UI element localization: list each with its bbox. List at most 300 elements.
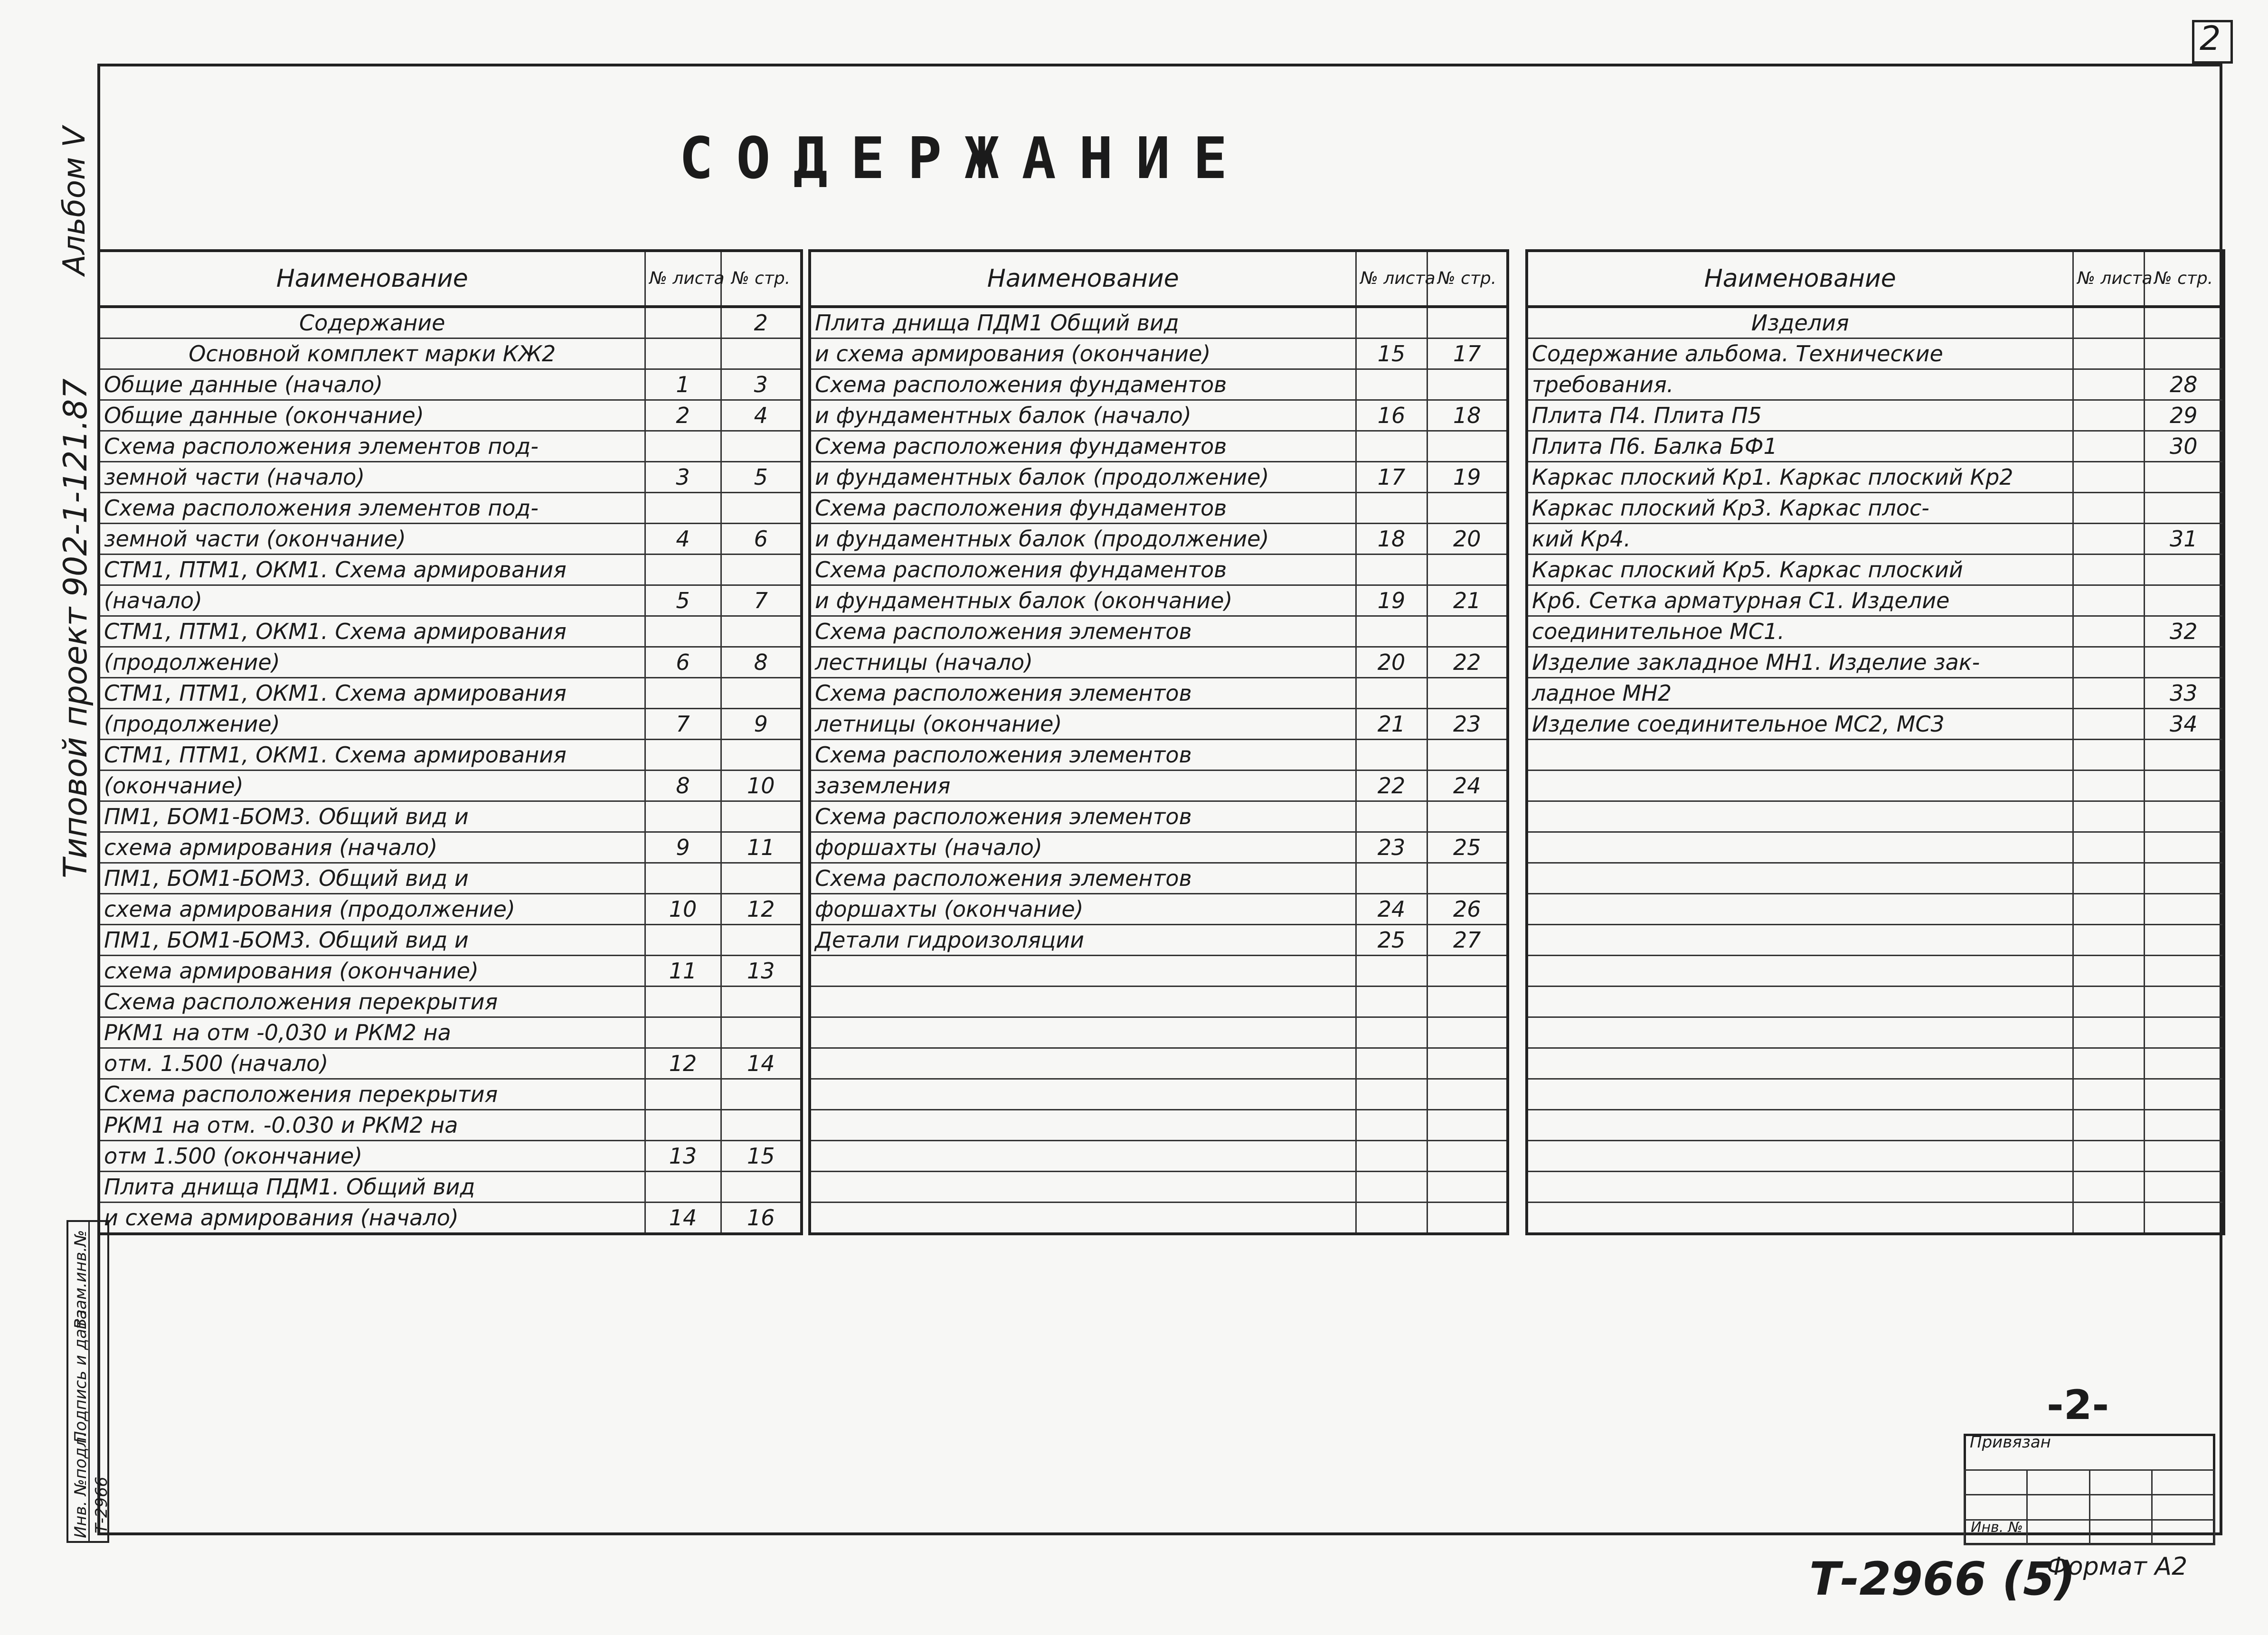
entry-sheet xyxy=(1356,740,1427,771)
entry-sheet xyxy=(645,431,721,462)
entry-name: кий Кр4. xyxy=(1527,524,2073,554)
entry-sheet: 24 xyxy=(1356,894,1427,925)
entry-sheet: 16 xyxy=(1356,400,1427,431)
entry-name: (продолжение) xyxy=(99,709,645,740)
entry-page: 6 xyxy=(721,524,802,554)
entry-sheet: 23 xyxy=(1356,832,1427,863)
entry-name xyxy=(1527,1172,2073,1203)
entry-page xyxy=(2144,987,2224,1017)
entry-page: 25 xyxy=(1427,832,1508,863)
entry-sheet xyxy=(645,678,721,709)
table-row xyxy=(810,524,1508,554)
entry-name: Схема расположения фундаментов xyxy=(810,431,1356,462)
table-row xyxy=(1527,1048,2224,1079)
entry-sheet: 14 xyxy=(645,1203,721,1234)
entry-page: 28 xyxy=(2144,369,2224,400)
entry-name: Схема расположения элементов xyxy=(810,801,1356,832)
table-row xyxy=(810,554,1508,585)
table-row xyxy=(810,956,1508,987)
entry-name: Схема расположения элементов под- xyxy=(99,431,645,462)
entry-page xyxy=(2144,338,2224,369)
table-row xyxy=(1527,801,2224,832)
entry-sheet xyxy=(645,493,721,524)
table-row xyxy=(1527,1141,2224,1172)
entry-page: 22 xyxy=(1427,647,1508,678)
entry-sheet xyxy=(2073,925,2144,956)
entry-name xyxy=(1527,1079,2073,1110)
table-row xyxy=(99,1172,802,1203)
entry-name xyxy=(1527,740,2073,771)
header-sheet: № листа xyxy=(1356,251,1427,307)
header-name: Наименование xyxy=(99,251,645,307)
entry-name xyxy=(810,1141,1356,1172)
entry-page xyxy=(2144,1079,2224,1110)
entry-name: РКМ1 на отм -0,030 и РКМ2 на xyxy=(99,1017,645,1048)
table-row xyxy=(810,307,1508,338)
entry-name xyxy=(1527,894,2073,925)
table-row xyxy=(1527,832,2224,863)
entry-name: Схема расположения перекрытия xyxy=(99,1079,645,1110)
entry-name: Содержание xyxy=(99,307,645,338)
entry-name: отм. 1.500 (начало) xyxy=(99,1048,645,1079)
entry-sheet xyxy=(645,801,721,832)
contents-table-1 xyxy=(97,249,803,1235)
entry-name xyxy=(810,1048,1356,1079)
entry-page: 4 xyxy=(721,400,802,431)
entry-sheet xyxy=(1356,956,1427,987)
entry-sheet xyxy=(1356,1110,1427,1141)
entry-name: ладное МН2 xyxy=(1527,678,2073,709)
entry-page xyxy=(1427,1017,1508,1048)
table-row xyxy=(810,493,1508,524)
entry-sheet xyxy=(2073,1017,2144,1048)
table-row xyxy=(1527,956,2224,987)
strip-label-sign: Подпись и дата xyxy=(71,1309,90,1443)
stamp-privyazan: Привязан xyxy=(1970,1433,2051,1452)
entry-sheet xyxy=(2073,1048,2144,1079)
entry-name: Схема расположения фундаментов xyxy=(810,369,1356,400)
entry-sheet: 12 xyxy=(645,1048,721,1079)
entry-name xyxy=(810,1017,1356,1048)
table-row xyxy=(99,709,802,740)
entry-sheet xyxy=(2073,832,2144,863)
table-row xyxy=(99,338,802,369)
entry-sheet xyxy=(645,1079,721,1110)
entry-page: 29 xyxy=(2144,400,2224,431)
entry-page xyxy=(721,616,802,647)
table-row xyxy=(99,1110,802,1141)
entry-sheet xyxy=(1356,493,1427,524)
album-label: Альбом V xyxy=(57,126,92,275)
entry-name: Каркас плоский Кр1. Каркас плоский Кр2 xyxy=(1527,462,2073,493)
entry-name xyxy=(810,956,1356,987)
table-row xyxy=(1527,616,2224,647)
entry-page xyxy=(721,1172,802,1203)
entry-sheet xyxy=(2073,462,2144,493)
entry-name: (окончание) xyxy=(99,771,645,801)
entry-page xyxy=(1427,678,1508,709)
entry-page xyxy=(1427,863,1508,894)
entry-sheet xyxy=(2073,801,2144,832)
table-row xyxy=(810,1048,1508,1079)
table-row xyxy=(99,863,802,894)
table-row xyxy=(1527,925,2224,956)
entry-name: (продолжение) xyxy=(99,647,645,678)
entry-page: 7 xyxy=(721,585,802,616)
entry-page: 31 xyxy=(2144,524,2224,554)
entry-page: 19 xyxy=(1427,462,1508,493)
entry-name: форшахты (начало) xyxy=(810,832,1356,863)
entry-sheet: 18 xyxy=(1356,524,1427,554)
entry-name xyxy=(1527,832,2073,863)
entry-page: 34 xyxy=(2144,709,2224,740)
table-row xyxy=(810,1203,1508,1234)
entry-page xyxy=(2144,956,2224,987)
table-row xyxy=(810,616,1508,647)
entry-sheet xyxy=(1356,1203,1427,1234)
entry-page xyxy=(2144,1141,2224,1172)
entry-page xyxy=(2144,925,2224,956)
entry-name: Детали гидроизоляции xyxy=(810,925,1356,956)
entry-name: и фундаментных балок (продолжение) xyxy=(810,462,1356,493)
entry-page xyxy=(721,863,802,894)
table-row xyxy=(810,709,1508,740)
entry-page xyxy=(2144,740,2224,771)
entry-name xyxy=(1527,1141,2073,1172)
entry-name: Плита днища ПДМ1. Общий вид xyxy=(99,1172,645,1203)
entry-sheet xyxy=(645,1172,721,1203)
table-row xyxy=(99,462,802,493)
entry-name xyxy=(810,1110,1356,1141)
stamp-inv: Инв. № xyxy=(1971,1519,2023,1536)
entry-name: форшахты (окончание) xyxy=(810,894,1356,925)
entry-sheet xyxy=(1356,554,1427,585)
table-row xyxy=(1527,1110,2224,1141)
entry-sheet xyxy=(645,554,721,585)
entry-page xyxy=(1427,554,1508,585)
entry-sheet xyxy=(2073,338,2144,369)
entry-name: земной части (окончание) xyxy=(99,524,645,554)
entry-sheet xyxy=(645,925,721,956)
entry-name xyxy=(1527,771,2073,801)
entry-name: РКМ1 на отм. -0.030 и РКМ2 на xyxy=(99,1110,645,1141)
entry-page: 13 xyxy=(721,956,802,987)
table-header xyxy=(810,251,1508,307)
entry-page xyxy=(2144,1017,2224,1048)
entry-sheet xyxy=(2073,616,2144,647)
entry-name: Содержание альбома. Технические xyxy=(1527,338,2073,369)
entry-name xyxy=(1527,863,2073,894)
table-row xyxy=(1527,863,2224,894)
entry-page: 30 xyxy=(2144,431,2224,462)
entry-sheet xyxy=(2073,740,2144,771)
entry-page xyxy=(721,431,802,462)
contents-table-3 xyxy=(1525,249,2225,1235)
table-row xyxy=(99,369,802,400)
entry-name: заземления xyxy=(810,771,1356,801)
entry-sheet: 13 xyxy=(645,1141,721,1172)
entry-sheet xyxy=(645,1017,721,1048)
entry-sheet xyxy=(1356,801,1427,832)
entry-name: и схема армирования (начало) xyxy=(99,1203,645,1234)
strip-label-inv: Инв. №подл. xyxy=(71,1432,90,1538)
table-row xyxy=(1527,338,2224,369)
entry-page xyxy=(2144,863,2224,894)
entry-page xyxy=(1427,431,1508,462)
entry-page xyxy=(2144,585,2224,616)
entry-page xyxy=(1427,740,1508,771)
entry-name: Общие данные (начало) xyxy=(99,369,645,400)
entry-sheet xyxy=(1356,369,1427,400)
entry-name: Кр6. Сетка арматурная С1. Изделие xyxy=(1527,585,2073,616)
entry-page xyxy=(721,987,802,1017)
table-header xyxy=(1527,251,2224,307)
entry-page xyxy=(721,1110,802,1141)
entry-name xyxy=(810,1079,1356,1110)
entry-name xyxy=(810,1172,1356,1203)
entry-name: Схема расположения элементов xyxy=(810,740,1356,771)
table-row xyxy=(810,1110,1508,1141)
entry-page xyxy=(721,1079,802,1110)
entry-name: летницы (окончание) xyxy=(810,709,1356,740)
entry-sheet: 8 xyxy=(645,771,721,801)
entry-name: схема армирования (продолжение) xyxy=(99,894,645,925)
entry-page: 5 xyxy=(721,462,802,493)
entry-page xyxy=(2144,801,2224,832)
table-row xyxy=(99,616,802,647)
entry-name: ПМ1, БОМ1-БОМ3. Общий вид и xyxy=(99,863,645,894)
entry-page xyxy=(1427,987,1508,1017)
entry-name: отм 1.500 (окончание) xyxy=(99,1141,645,1172)
table-row xyxy=(810,894,1508,925)
entry-page xyxy=(1427,493,1508,524)
entry-name: Изделие соединительное МС2, МС3 xyxy=(1527,709,2073,740)
entry-name: требования. xyxy=(1527,369,2073,400)
entry-sheet: 5 xyxy=(645,585,721,616)
entry-page xyxy=(721,678,802,709)
header-page: № стр. xyxy=(1427,251,1508,307)
header-name: Наименование xyxy=(1527,251,2073,307)
table-row xyxy=(99,431,802,462)
entry-name xyxy=(1527,987,2073,1017)
page-number: 2 xyxy=(2200,19,2221,58)
table-row xyxy=(1527,1079,2224,1110)
entry-name: схема армирования (начало) xyxy=(99,832,645,863)
entry-sheet xyxy=(645,338,721,369)
table-row xyxy=(99,987,802,1017)
table-row xyxy=(810,925,1508,956)
table-row xyxy=(1527,1017,2224,1048)
entry-sheet: 7 xyxy=(645,709,721,740)
entry-sheet: 25 xyxy=(1356,925,1427,956)
entry-sheet: 19 xyxy=(1356,585,1427,616)
entry-sheet xyxy=(645,740,721,771)
table-row xyxy=(99,647,802,678)
entry-name xyxy=(1527,925,2073,956)
table-row xyxy=(810,1079,1508,1110)
entry-name: (начало) xyxy=(99,585,645,616)
header-page: № стр. xyxy=(2144,251,2224,307)
entry-sheet xyxy=(645,1110,721,1141)
table-row xyxy=(99,307,802,338)
table-row xyxy=(99,925,802,956)
entry-sheet: 6 xyxy=(645,647,721,678)
table-row xyxy=(1527,585,2224,616)
table-row xyxy=(99,1203,802,1234)
entry-name: лестницы (начало) xyxy=(810,647,1356,678)
entry-sheet: 10 xyxy=(645,894,721,925)
table-row xyxy=(1527,894,2224,925)
entry-page xyxy=(2144,647,2224,678)
project-label: Типовой проект 902-1-121.87 xyxy=(57,378,94,878)
entry-sheet: 21 xyxy=(1356,709,1427,740)
entry-name xyxy=(1527,1203,2073,1234)
entry-sheet: 4 xyxy=(645,524,721,554)
table-row xyxy=(810,585,1508,616)
entry-page xyxy=(2144,1048,2224,1079)
entry-name: ПМ1, БОМ1-БОМ3. Общий вид и xyxy=(99,801,645,832)
entry-name: Плита П6. Балка БФ1 xyxy=(1527,431,2073,462)
entry-sheet: 15 xyxy=(1356,338,1427,369)
entry-page: 11 xyxy=(721,832,802,863)
entry-name: земной части (начало) xyxy=(99,462,645,493)
table-row xyxy=(810,462,1508,493)
entry-page xyxy=(721,554,802,585)
entry-sheet xyxy=(1356,616,1427,647)
entry-name xyxy=(1527,1110,2073,1141)
entry-sheet: 3 xyxy=(645,462,721,493)
entry-page xyxy=(1427,616,1508,647)
entry-sheet xyxy=(2073,1141,2144,1172)
table-row xyxy=(1527,678,2224,709)
entry-sheet: 20 xyxy=(1356,647,1427,678)
entry-sheet xyxy=(1356,1141,1427,1172)
document-code: Т-2966 (5) xyxy=(1809,1552,2076,1606)
table-row xyxy=(810,832,1508,863)
entry-sheet xyxy=(2073,709,2144,740)
entry-name xyxy=(810,1203,1356,1234)
table-row xyxy=(810,740,1508,771)
entry-page: 8 xyxy=(721,647,802,678)
table-row xyxy=(99,832,802,863)
table-row xyxy=(99,1141,802,1172)
table-row xyxy=(99,740,802,771)
entry-sheet xyxy=(2073,956,2144,987)
entry-sheet xyxy=(2073,1172,2144,1203)
contents-table-2 xyxy=(808,249,1509,1235)
entry-page xyxy=(2144,1172,2224,1203)
entry-name: и фундаментных балок (начало) xyxy=(810,400,1356,431)
entry-name: СТМ1, ПТМ1, ОКМ1. Схема армирования xyxy=(99,678,645,709)
entry-page: 23 xyxy=(1427,709,1508,740)
table-row xyxy=(99,554,802,585)
entry-page xyxy=(1427,369,1508,400)
table-row xyxy=(99,585,802,616)
entry-name xyxy=(1527,956,2073,987)
table-row xyxy=(810,863,1508,894)
entry-sheet xyxy=(2073,524,2144,554)
entry-sheet xyxy=(2073,1079,2144,1110)
stamp-big-number: -2- xyxy=(2047,1381,2109,1429)
entry-page xyxy=(2144,1203,2224,1234)
table-row xyxy=(1527,400,2224,431)
table-row xyxy=(1527,771,2224,801)
entry-page: 24 xyxy=(1427,771,1508,801)
entry-page xyxy=(2144,554,2224,585)
entry-name: Схема расположения элементов под- xyxy=(99,493,645,524)
page-title: СОДЕРЖАНИЕ xyxy=(679,126,1250,192)
table-row xyxy=(99,524,802,554)
header-sheet: № листа xyxy=(645,251,721,307)
entry-page xyxy=(721,925,802,956)
entry-page xyxy=(1427,956,1508,987)
entry-page xyxy=(1427,307,1508,338)
entry-page xyxy=(721,338,802,369)
entry-name: Изделия xyxy=(1527,307,2073,338)
table-row xyxy=(1527,1172,2224,1203)
entry-sheet: 1 xyxy=(645,369,721,400)
entry-page xyxy=(1427,801,1508,832)
entry-name: СТМ1, ПТМ1, ОКМ1. Схема армирования xyxy=(99,616,645,647)
entry-page xyxy=(1427,1203,1508,1234)
table-row xyxy=(1527,709,2224,740)
table-row xyxy=(810,647,1508,678)
header-name: Наименование xyxy=(810,251,1356,307)
entry-sheet xyxy=(2073,1110,2144,1141)
entry-page xyxy=(721,1017,802,1048)
entry-page: 32 xyxy=(2144,616,2224,647)
strip-label-vzam: Взам.инв.№ xyxy=(71,1230,90,1329)
entry-name: Изделие закладное МН1. Изделие зак- xyxy=(1527,647,2073,678)
entry-name: Схема расположения фундаментов xyxy=(810,554,1356,585)
entry-sheet xyxy=(1356,987,1427,1017)
entry-sheet xyxy=(2073,678,2144,709)
entry-sheet xyxy=(1356,678,1427,709)
entry-page: 10 xyxy=(721,771,802,801)
entry-sheet xyxy=(2073,647,2144,678)
entry-name: Основной комплект марки КЖ2 xyxy=(99,338,645,369)
entry-name xyxy=(1527,1017,2073,1048)
entry-page xyxy=(721,740,802,771)
entry-page xyxy=(2144,894,2224,925)
entry-page xyxy=(2144,771,2224,801)
entry-sheet xyxy=(1356,431,1427,462)
table-row xyxy=(99,801,802,832)
entry-page: 21 xyxy=(1427,585,1508,616)
entry-name xyxy=(1527,1048,2073,1079)
entry-name: соединительное МС1. xyxy=(1527,616,2073,647)
entry-name: Схема расположения перекрытия xyxy=(99,987,645,1017)
entry-sheet xyxy=(2073,863,2144,894)
entry-page xyxy=(2144,493,2224,524)
entry-name: и схема армирования (окончание) xyxy=(810,338,1356,369)
entry-page: 14 xyxy=(721,1048,802,1079)
table-row xyxy=(1527,1203,2224,1234)
entry-sheet xyxy=(2073,585,2144,616)
entry-page: 27 xyxy=(1427,925,1508,956)
table-row xyxy=(99,771,802,801)
table-row xyxy=(810,400,1508,431)
table-row xyxy=(99,1017,802,1048)
table-row xyxy=(810,369,1508,400)
table-row xyxy=(99,400,802,431)
entry-name: Общие данные (окончание) xyxy=(99,400,645,431)
entry-page xyxy=(2144,832,2224,863)
table-row xyxy=(810,338,1508,369)
entry-sheet xyxy=(2073,493,2144,524)
entry-sheet xyxy=(645,307,721,338)
entry-sheet xyxy=(2073,771,2144,801)
